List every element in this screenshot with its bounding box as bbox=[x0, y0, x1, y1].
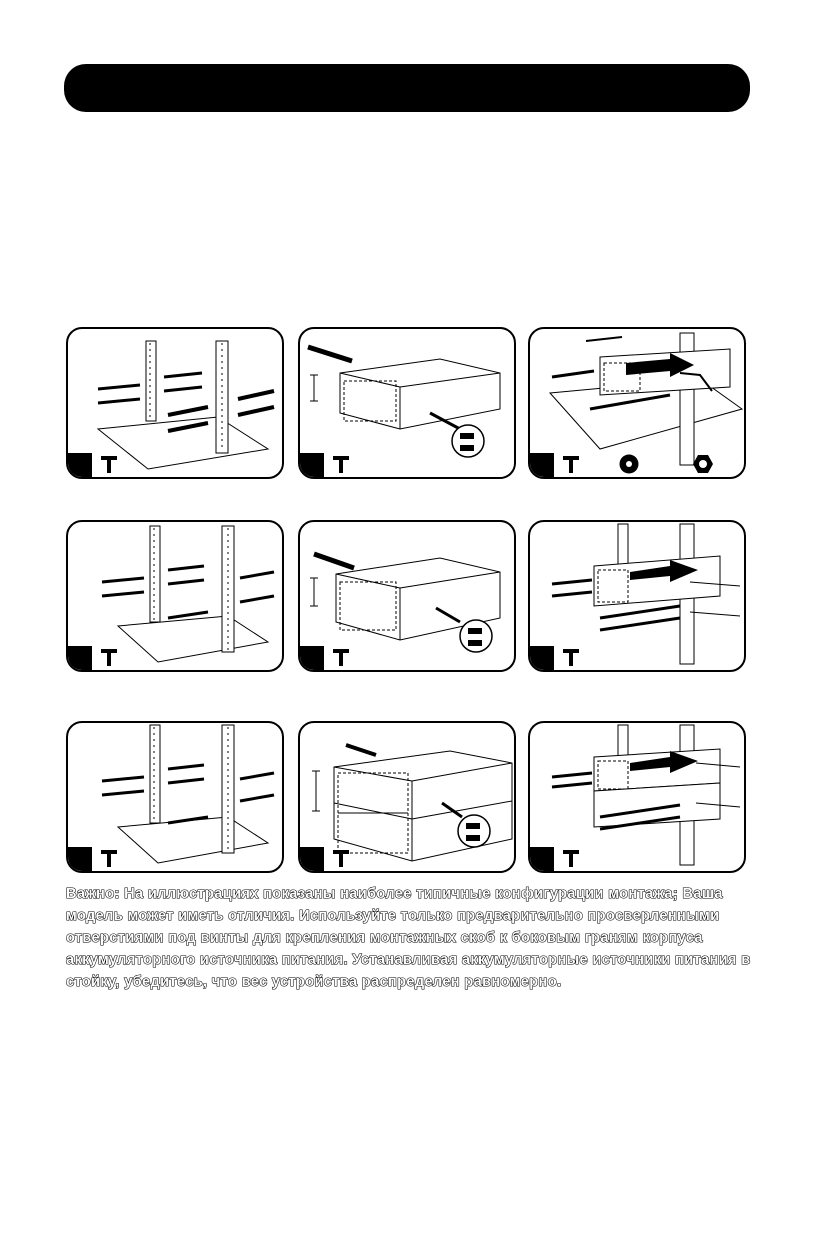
step-number-box bbox=[68, 847, 92, 871]
note-text: На иллюстрациях показаны наиболее типичные конфигурации монтажа; Ваша модель может иметь отличия. Используйте только предварительно просверленными отверстиями под винты для крепления монтажных скоб к боковым граням корпуса аккумуляторного источника питания. Устанавливая аккумуляторные источники питания в стойку, убедитесь, что вес устройства распределен равномерно. bbox=[66, 886, 751, 990]
screwdriver-icon bbox=[560, 646, 582, 668]
nut-icon bbox=[692, 453, 714, 475]
step-number-box bbox=[300, 453, 324, 477]
note-lead: Важно: bbox=[66, 886, 120, 902]
step-number-box bbox=[530, 646, 554, 670]
step-number-box bbox=[300, 646, 324, 670]
screwdriver-icon bbox=[330, 453, 352, 475]
screwdriver-icon bbox=[330, 646, 352, 668]
step-number-box bbox=[68, 453, 92, 477]
step-panel-rack-rails bbox=[66, 721, 284, 873]
important-note bbox=[66, 883, 756, 993]
step-panel-battery-into-rack bbox=[528, 520, 746, 672]
screwdriver-icon bbox=[98, 847, 120, 869]
step-number-box bbox=[300, 847, 324, 871]
screwdriver-icon bbox=[98, 646, 120, 668]
step-panel-rack-rails bbox=[66, 327, 284, 479]
screwdriver-icon bbox=[330, 847, 352, 869]
screwdriver-icon bbox=[98, 453, 120, 475]
screwdriver-icon bbox=[560, 453, 582, 475]
step-panel-battery-into-rack bbox=[528, 327, 746, 479]
step-panel-battery-brackets bbox=[298, 721, 516, 873]
step-number-box bbox=[530, 847, 554, 871]
step-panel-battery-brackets bbox=[298, 520, 516, 672]
washer-icon bbox=[618, 453, 640, 475]
step-panel-battery-into-rack bbox=[528, 721, 746, 873]
step-number-box bbox=[530, 453, 554, 477]
section-header-bar bbox=[64, 64, 750, 112]
step-panel-battery-brackets bbox=[298, 327, 516, 479]
step-number-box bbox=[68, 646, 92, 670]
step-panel-rack-rails bbox=[66, 520, 284, 672]
screwdriver-icon bbox=[560, 847, 582, 869]
